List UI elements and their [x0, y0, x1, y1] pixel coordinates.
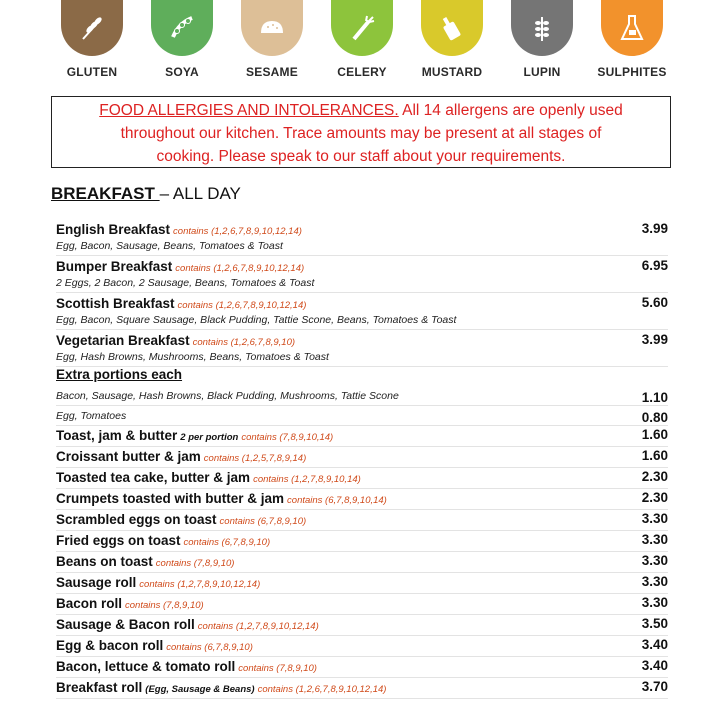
- allergen-contains: contains (7,8,9,10): [125, 600, 204, 611]
- menu-item-row: [56, 447, 668, 468]
- menu-item-price: 3.99: [641, 332, 668, 347]
- menu-item-name: Crumpets toasted with butter & jam: [56, 491, 285, 506]
- allergen-contains: contains (1,2,7,8,9,10,12,14): [139, 579, 261, 590]
- extra-portion-row: [56, 406, 668, 426]
- allergen-contains: contains (6,7,8,9,10): [183, 537, 271, 548]
- menu-item-title-line: [56, 258, 618, 276]
- allergen-contains: contains (7,8,9,10): [155, 558, 235, 569]
- menu-item-price: 3.30: [641, 553, 668, 568]
- menu-item-info: [56, 490, 618, 508]
- menu-item-name: Toasted tea cake, butter & jam: [56, 470, 251, 485]
- menu-item-name: Scottish Breakfast: [56, 296, 175, 311]
- allergen-soya: [142, 0, 222, 86]
- menu-item-name: Sausage & Bacon roll: [56, 617, 195, 632]
- allergen-contains: contains (1,2,6,7,8,9,10,12,14): [173, 226, 302, 237]
- menu-item-row: [56, 489, 668, 510]
- menu-item-name: Toast, jam & butter: [56, 428, 178, 443]
- soy-pod-icon: [167, 13, 197, 43]
- allergen-icons-row: [52, 0, 672, 86]
- menu-item-name: Vegetarian Breakfast: [56, 333, 190, 348]
- menu-item-name: Sausage roll: [56, 575, 137, 590]
- menu-item-row: [56, 636, 668, 657]
- menu-item-info: [56, 532, 618, 550]
- menu-item-name: Scrambled eggs on toast: [56, 512, 217, 527]
- menu-item-price: 2.30: [641, 490, 668, 505]
- celery-icon: [347, 13, 377, 43]
- extra-portion-info: [56, 406, 618, 422]
- menu-item-info: [56, 595, 618, 613]
- allergen-label: MUSTARD: [421, 65, 483, 79]
- allergen-contains: contains (1,2,7,8,9,10,14): [253, 474, 361, 485]
- allergen-contains: contains (1,2,6,7,8,9,10,12,14): [175, 263, 305, 274]
- sulphites-circle: [601, 0, 663, 56]
- extra-portion-info: [56, 386, 618, 402]
- menu-item-title-line: [56, 221, 618, 239]
- menu-item-row: [56, 573, 668, 594]
- menu-item-note: (Egg, Sausage & Beans): [145, 684, 255, 695]
- menu-item-info: [56, 658, 618, 676]
- menu-item-info: [56, 469, 618, 487]
- menu-item-title-line: [56, 332, 618, 350]
- menu-item-name: Egg & bacon roll: [56, 638, 164, 653]
- allergen-lupin: [502, 0, 582, 86]
- lupin-circle: [511, 0, 573, 56]
- menu-item-row: [56, 330, 668, 367]
- extra-items: [56, 386, 668, 426]
- menu-item-row: [56, 657, 668, 678]
- menu-item-row: [56, 594, 668, 615]
- single-items: [56, 426, 668, 699]
- menu-item-description: Egg, Bacon, Sausage, Beans, Tomatoes & Toast: [56, 240, 283, 252]
- allergen-sulphites: [592, 0, 672, 86]
- menu-item-info: [56, 574, 618, 592]
- allergen-label: CELERY: [337, 65, 387, 79]
- allergen-label: SESAME: [246, 65, 298, 79]
- menu-item-row: [56, 426, 668, 447]
- extra-portion-price: 0.80: [641, 410, 668, 425]
- menu-item-name: Beans on toast: [56, 554, 153, 569]
- menu-item-row: [56, 510, 668, 531]
- menu-item-info: [56, 221, 618, 252]
- allergen-mustard: [412, 0, 492, 86]
- sesame-circle: [241, 0, 303, 56]
- menu-item-price: 1.60: [641, 448, 668, 463]
- menu-item-description: Egg, Hash Browns, Mushrooms, Beans, Tomatoes & Toast: [56, 351, 329, 363]
- notice-line-2: throughout our kitchen. Trace amounts may be present at all stages of: [120, 125, 602, 142]
- menu-item-info: [56, 448, 618, 466]
- menu-item-price: 3.30: [641, 532, 668, 547]
- menu-item-row: [56, 615, 668, 636]
- extras-heading: Extra portions each: [56, 367, 183, 382]
- menu-item-name: Bacon roll: [56, 596, 123, 611]
- allergen-contains: contains (7,8,9,10): [238, 663, 317, 674]
- menu-item-info: [56, 427, 618, 445]
- menu-item-info: [56, 332, 618, 363]
- mustard-circle: [421, 0, 483, 56]
- allergen-contains: contains (1,2,6,7,8,9,10,12,14): [257, 684, 387, 695]
- menu-item-price: 3.40: [641, 658, 668, 673]
- menu-item-name: Bumper Breakfast: [56, 259, 173, 274]
- gluten-circle: [61, 0, 123, 56]
- allergen-contains: contains (6,7,8,9,10,14): [287, 495, 387, 506]
- menu-item-description: Egg, Bacon, Square Sausage, Black Pudding, Tattie Scone, Beans, Tomatoes & Toast: [56, 314, 457, 326]
- soya-circle: [151, 0, 213, 56]
- menu-item-price: 5.60: [641, 295, 668, 310]
- menu-item-price: 3.40: [641, 637, 668, 652]
- menu-item-row: [56, 678, 668, 699]
- breakfast-menu: [56, 219, 668, 699]
- bread-bun-icon: [257, 13, 287, 43]
- allergen-contains: contains (1,2,7,8,9,10,12,14): [197, 621, 319, 632]
- allergen-contains: contains (7,8,9,10,14): [241, 432, 334, 443]
- allergy-notice: [51, 96, 671, 168]
- menu-item-note: 2 per portion: [180, 432, 239, 443]
- menu-item-info: [56, 637, 618, 655]
- menu-item-price: 2.30: [641, 469, 668, 484]
- menu-item-row: [56, 256, 668, 293]
- allergen-contains: contains (6,7,8,9,10): [219, 516, 307, 527]
- allergen-label: SOYA: [165, 65, 199, 79]
- allergen-contains: contains (6,7,8,9,10): [166, 642, 253, 653]
- allergen-contains: contains (1,2,6,7,8,9,10): [192, 337, 296, 348]
- section-subtitle: – ALL DAY: [159, 184, 241, 203]
- menu-item-price: 3.99: [641, 221, 668, 236]
- menu-item-row: [56, 552, 668, 573]
- allergen-label: LUPIN: [523, 65, 561, 79]
- menu-item-info: [56, 258, 618, 289]
- notice-heading: FOOD ALLERGIES AND INTOLERANCES.: [99, 102, 399, 119]
- allergen-sesame: [232, 0, 312, 86]
- menu-item-price: 3.50: [641, 616, 668, 631]
- notice-line-3: cooking. Please speak to our staff about your requirements.: [156, 148, 566, 165]
- menu-item-info: [56, 553, 618, 571]
- menu-item-name: Bacon, lettuce & tomato roll: [56, 659, 236, 674]
- menu-item-row: [56, 293, 668, 330]
- celery-circle: [331, 0, 393, 56]
- allergen-contains: contains (1,2,5,7,8,9,14): [203, 453, 307, 464]
- menu-item-price: 3.30: [641, 574, 668, 589]
- extra-portion-description: Bacon, Sausage, Hash Browns, Black Pudding, Mushrooms, Tattie Scone: [56, 390, 399, 402]
- menu-item-price: 1.60: [641, 427, 668, 442]
- allergen-contains: contains (1,2,6,7,8,9,10,12,14): [177, 300, 307, 311]
- allergen-gluten: [52, 0, 132, 86]
- allergen-label: GLUTEN: [66, 65, 118, 79]
- extra-portion-price: 1.10: [641, 390, 668, 405]
- menu-item-name: English Breakfast: [56, 222, 171, 237]
- main-items: [56, 219, 668, 367]
- menu-item-row: [56, 219, 668, 256]
- notice-line-1: [52, 99, 670, 122]
- allergen-label: SULPHITES: [597, 65, 667, 79]
- menu-item-info: [56, 616, 618, 634]
- menu-item-title-line: [56, 295, 618, 313]
- menu-item-info: [56, 295, 618, 326]
- menu-item-row: [56, 531, 668, 552]
- lupin-flower-icon: [527, 13, 557, 43]
- menu-item-description: 2 Eggs, 2 Bacon, 2 Sausage, Beans, Tomatoes & Toast: [56, 277, 315, 289]
- extra-portion-row: [56, 386, 668, 406]
- menu-item-name: Breakfast roll: [56, 680, 143, 695]
- allergen-celery: [322, 0, 402, 86]
- section-title: [51, 184, 241, 204]
- menu-item-row: [56, 468, 668, 489]
- menu-item-name: Croissant butter & jam: [56, 449, 201, 464]
- menu-item-price: 3.30: [641, 511, 668, 526]
- menu-item-name: Fried eggs on toast: [56, 533, 181, 548]
- menu-item-price: 3.70: [641, 679, 668, 694]
- wheat-icon: [77, 13, 107, 43]
- menu-item-info: [56, 511, 618, 529]
- menu-item-price: 6.95: [641, 258, 668, 273]
- section-title-bold: BREAKFAST: [51, 184, 160, 203]
- mustard-bottle-icon: [437, 13, 467, 43]
- flask-icon: [617, 13, 647, 43]
- menu-item-info: [56, 679, 618, 697]
- notice-line1-rest: All 14 allergens are openly used: [398, 102, 623, 119]
- menu-item-price: 3.30: [641, 595, 668, 610]
- extra-portion-description: Egg, Tomatoes: [56, 410, 127, 422]
